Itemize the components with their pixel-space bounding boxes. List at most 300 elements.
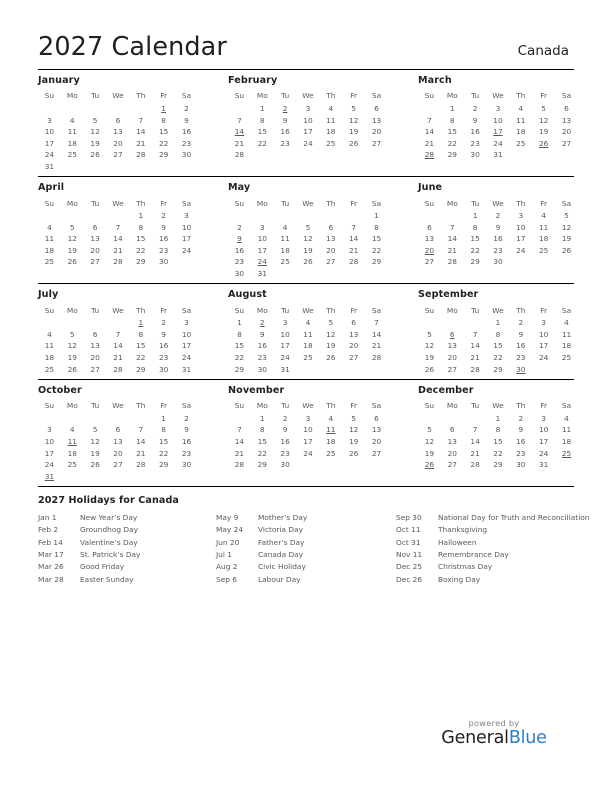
day-cell[interactable]: 24 — [280, 353, 290, 363]
day-cell[interactable]: 22 — [158, 138, 169, 148]
day-cell[interactable]: 8 — [138, 329, 144, 339]
day-cell[interactable]: 20 — [113, 448, 123, 458]
day-cell[interactable]: 27 — [371, 448, 382, 458]
day-cell[interactable]: 26 — [348, 448, 359, 458]
day-cell[interactable]: 7 — [237, 425, 242, 435]
day-cell[interactable]: 18 — [280, 245, 290, 255]
day-cell[interactable]: 8 — [472, 222, 478, 232]
day-cell[interactable]: 14 — [348, 234, 359, 244]
day-cell[interactable]: 20 — [561, 127, 572, 137]
day-cell[interactable]: 29 — [158, 150, 169, 160]
day-cell[interactable]: 17 — [303, 437, 313, 446]
day-cell[interactable]: 29 — [493, 460, 503, 470]
day-cell[interactable]: 3 — [259, 222, 265, 232]
day-cell[interactable]: 16 — [234, 245, 245, 255]
day-cell[interactable]: 11 — [280, 234, 290, 244]
day-cell[interactable]: 18 — [67, 138, 77, 148]
day-cell[interactable]: 28 — [470, 460, 480, 470]
day-cell[interactable]: 20 — [447, 448, 457, 458]
day-cell[interactable]: 18 — [303, 341, 313, 351]
day-cell[interactable]: 25 — [561, 353, 572, 363]
day-cell[interactable]: 23 — [257, 353, 267, 363]
day-cell[interactable]: 7 — [427, 115, 432, 125]
day-cell[interactable]: 23 — [181, 138, 192, 148]
day-cell[interactable]: 24 — [44, 150, 55, 160]
day-cell[interactable]: 23 — [493, 245, 503, 255]
day-cell[interactable]: 4 — [564, 318, 569, 328]
day-cell[interactable]: 22 — [371, 245, 382, 255]
day-cell[interactable]: 14 — [447, 234, 457, 244]
day-cell[interactable]: 13 — [113, 127, 123, 137]
day-cell[interactable]: 17 — [181, 234, 192, 244]
day-cell[interactable]: 9 — [184, 425, 189, 435]
day-cell[interactable]: 22 — [136, 245, 146, 255]
day-cell[interactable]: 18 — [516, 127, 526, 137]
day-cell[interactable]: 5 — [328, 318, 334, 328]
day-cell[interactable]: 25 — [280, 257, 290, 267]
day-cell[interactable]: 23 — [516, 353, 526, 363]
day-cell[interactable]: 18 — [561, 437, 572, 446]
day-cell[interactable]: 8 — [259, 425, 265, 435]
day-cell[interactable]: 30 — [181, 460, 192, 470]
day-cell[interactable]: 2 — [184, 103, 189, 113]
day-cell[interactable]: 4 — [282, 222, 288, 232]
day-cell[interactable]: 26 — [90, 460, 100, 470]
day-cell[interactable]: 3 — [184, 211, 189, 221]
day-cell[interactable]: 12 — [424, 437, 435, 446]
day-cell[interactable]: 10 — [44, 127, 55, 137]
day-cell[interactable]: 1 — [374, 211, 379, 221]
day-cell[interactable]: 27 — [348, 353, 359, 363]
day-cell[interactable]: 14 — [113, 234, 123, 244]
holiday-day-cell[interactable]: 24 — [257, 257, 267, 267]
day-cell[interactable]: 16 — [280, 437, 290, 446]
day-cell[interactable]: 4 — [564, 413, 569, 423]
day-cell[interactable]: 24 — [303, 448, 313, 458]
day-cell[interactable]: 16 — [280, 127, 290, 137]
holiday-day-cell[interactable]: 30 — [516, 364, 526, 374]
day-cell[interactable]: 30 — [257, 364, 267, 374]
day-cell[interactable]: 21 — [447, 245, 457, 255]
day-cell[interactable]: 21 — [234, 448, 245, 458]
day-cell[interactable]: 2 — [495, 211, 501, 221]
day-cell[interactable]: 19 — [90, 138, 100, 148]
day-cell[interactable]: 22 — [470, 245, 480, 255]
day-cell[interactable]: 6 — [351, 318, 356, 328]
day-cell[interactable]: 9 — [184, 115, 189, 125]
day-cell[interactable]: 11 — [303, 329, 313, 339]
day-cell[interactable]: 28 — [348, 257, 359, 267]
day-cell[interactable]: 18 — [538, 234, 549, 244]
day-cell[interactable]: 20 — [371, 127, 382, 137]
day-cell[interactable]: 12 — [90, 127, 100, 137]
day-cell[interactable]: 17 — [303, 127, 313, 137]
day-cell[interactable]: 28 — [371, 353, 382, 363]
day-cell[interactable]: 5 — [564, 211, 569, 221]
day-cell[interactable]: 12 — [67, 234, 77, 244]
day-cell[interactable]: 10 — [257, 234, 267, 244]
day-cell[interactable]: 10 — [181, 222, 192, 232]
day-cell[interactable]: 28 — [234, 150, 245, 160]
day-cell[interactable]: 22 — [136, 353, 146, 363]
day-cell[interactable]: 25 — [67, 460, 77, 470]
day-cell[interactable]: 13 — [90, 341, 100, 351]
day-cell[interactable]: 26 — [326, 353, 336, 363]
day-cell[interactable]: 26 — [303, 257, 313, 267]
day-cell[interactable]: 4 — [328, 103, 334, 113]
day-cell[interactable]: 2 — [518, 413, 524, 423]
day-cell[interactable]: 6 — [92, 329, 98, 339]
day-cell[interactable]: 22 — [257, 448, 267, 458]
day-cell[interactable]: 28 — [136, 460, 146, 470]
day-cell[interactable]: 4 — [47, 222, 52, 232]
day-cell[interactable]: 24 — [44, 460, 55, 470]
day-cell[interactable]: 14 — [424, 127, 435, 137]
day-cell[interactable]: 21 — [424, 138, 435, 148]
day-cell[interactable]: 4 — [69, 115, 75, 125]
day-cell[interactable]: 24 — [493, 138, 503, 148]
day-cell[interactable]: 18 — [326, 127, 336, 137]
day-cell[interactable]: 15 — [158, 437, 169, 446]
day-cell[interactable]: 4 — [541, 211, 546, 221]
day-cell[interactable]: 16 — [470, 127, 480, 137]
day-cell[interactable]: 29 — [234, 364, 245, 374]
day-cell[interactable]: 9 — [495, 222, 501, 232]
day-cell[interactable]: 16 — [257, 341, 267, 351]
day-cell[interactable]: 14 — [470, 437, 480, 446]
holiday-day-cell[interactable]: 1 — [138, 318, 144, 328]
day-cell[interactable]: 25 — [303, 353, 313, 363]
day-cell[interactable]: 30 — [158, 364, 169, 374]
day-cell[interactable]: 5 — [541, 103, 546, 113]
day-cell[interactable]: 13 — [371, 115, 382, 125]
day-cell[interactable]: 17 — [538, 437, 549, 446]
day-cell[interactable]: 20 — [326, 245, 336, 255]
holiday-day-cell[interactable]: 11 — [67, 437, 77, 446]
day-cell[interactable]: 13 — [90, 234, 100, 244]
day-cell[interactable]: 27 — [561, 138, 572, 148]
day-cell[interactable]: 5 — [305, 222, 311, 232]
day-cell[interactable]: 12 — [90, 437, 100, 446]
day-cell[interactable]: 15 — [136, 234, 146, 244]
day-cell[interactable]: 1 — [259, 103, 265, 113]
day-cell[interactable]: 24 — [538, 353, 549, 363]
day-cell[interactable]: 17 — [181, 341, 192, 351]
day-cell[interactable]: 25 — [44, 257, 55, 267]
holiday-day-cell[interactable]: 2 — [259, 318, 265, 328]
day-cell[interactable]: 28 — [447, 257, 457, 267]
day-cell[interactable]: 4 — [69, 425, 75, 435]
day-cell[interactable]: 29 — [158, 460, 169, 470]
day-cell[interactable]: 3 — [282, 318, 288, 328]
day-cell[interactable]: 3 — [305, 413, 311, 423]
holiday-day-cell[interactable]: 31 — [44, 471, 55, 481]
day-cell[interactable]: 25 — [326, 448, 336, 458]
day-cell[interactable]: 16 — [158, 341, 169, 351]
day-cell[interactable]: 8 — [495, 425, 501, 435]
day-cell[interactable]: 19 — [303, 245, 313, 255]
day-cell[interactable]: 27 — [371, 138, 382, 148]
day-cell[interactable]: 12 — [67, 341, 77, 351]
day-cell[interactable]: 3 — [518, 211, 524, 221]
day-cell[interactable]: 8 — [161, 115, 166, 125]
day-cell[interactable]: 8 — [237, 329, 242, 339]
day-cell[interactable]: 19 — [67, 353, 77, 363]
day-cell[interactable]: 13 — [424, 234, 435, 244]
day-cell[interactable]: 19 — [348, 437, 359, 446]
day-cell[interactable]: 15 — [493, 437, 503, 446]
day-cell[interactable]: 21 — [113, 353, 123, 363]
day-cell[interactable]: 6 — [115, 115, 121, 125]
day-cell[interactable]: 22 — [447, 138, 457, 148]
day-cell[interactable]: 5 — [351, 103, 356, 113]
day-cell[interactable]: 13 — [113, 437, 123, 446]
day-cell[interactable]: 14 — [470, 341, 480, 351]
day-cell[interactable]: 10 — [181, 329, 192, 339]
holiday-day-cell[interactable]: 1 — [161, 103, 166, 113]
day-cell[interactable]: 1 — [138, 211, 144, 221]
holiday-day-cell[interactable]: 11 — [326, 425, 336, 435]
day-cell[interactable]: 19 — [561, 234, 572, 244]
day-cell[interactable]: 21 — [113, 245, 123, 255]
day-cell[interactable]: 3 — [47, 425, 52, 435]
day-cell[interactable]: 8 — [259, 115, 265, 125]
day-cell[interactable]: 6 — [92, 222, 98, 232]
day-cell[interactable]: 7 — [138, 425, 144, 435]
day-cell[interactable]: 7 — [115, 329, 121, 339]
day-cell[interactable]: 8 — [495, 329, 501, 339]
day-cell[interactable]: 5 — [69, 222, 75, 232]
day-cell[interactable]: 8 — [449, 115, 455, 125]
day-cell[interactable]: 23 — [158, 245, 169, 255]
day-cell[interactable]: 27 — [424, 257, 435, 267]
day-cell[interactable]: 31 — [44, 161, 55, 171]
day-cell[interactable]: 29 — [136, 364, 146, 374]
day-cell[interactable]: 7 — [351, 222, 356, 232]
day-cell[interactable]: 26 — [90, 150, 100, 160]
day-cell[interactable]: 13 — [447, 437, 457, 446]
day-cell[interactable]: 13 — [348, 329, 359, 339]
day-cell[interactable]: 30 — [181, 150, 192, 160]
day-cell[interactable]: 10 — [516, 222, 526, 232]
day-cell[interactable]: 30 — [493, 257, 503, 267]
day-cell[interactable]: 6 — [374, 413, 379, 423]
day-cell[interactable]: 31 — [257, 269, 267, 279]
day-cell[interactable]: 9 — [161, 329, 166, 339]
holiday-day-cell[interactable]: 17 — [493, 127, 503, 137]
day-cell[interactable]: 26 — [67, 364, 77, 374]
day-cell[interactable]: 14 — [136, 437, 146, 446]
day-cell[interactable]: 17 — [516, 234, 526, 244]
day-cell[interactable]: 18 — [67, 448, 77, 458]
day-cell[interactable]: 20 — [113, 138, 123, 148]
holiday-day-cell[interactable]: 28 — [424, 150, 435, 160]
day-cell[interactable]: 14 — [371, 329, 382, 339]
day-cell[interactable]: 15 — [257, 127, 267, 137]
day-cell[interactable]: 2 — [472, 103, 478, 113]
day-cell[interactable]: 23 — [158, 353, 169, 363]
day-cell[interactable]: 5 — [351, 413, 356, 423]
day-cell[interactable]: 3 — [541, 413, 546, 423]
holiday-day-cell[interactable]: 6 — [449, 329, 455, 339]
day-cell[interactable]: 1 — [161, 413, 166, 423]
day-cell[interactable]: 4 — [47, 329, 52, 339]
day-cell[interactable]: 15 — [234, 341, 245, 351]
day-cell[interactable]: 17 — [257, 245, 267, 255]
day-cell[interactable]: 9 — [282, 425, 288, 435]
day-cell[interactable]: 19 — [424, 353, 435, 363]
day-cell[interactable]: 10 — [44, 437, 55, 446]
day-cell[interactable]: 21 — [136, 448, 146, 458]
day-cell[interactable]: 13 — [371, 425, 382, 435]
day-cell[interactable]: 20 — [90, 353, 100, 363]
day-cell[interactable]: 23 — [181, 448, 192, 458]
day-cell[interactable]: 20 — [90, 245, 100, 255]
day-cell[interactable]: 29 — [470, 257, 480, 267]
day-cell[interactable]: 28 — [113, 364, 123, 374]
day-cell[interactable]: 24 — [181, 245, 192, 255]
day-cell[interactable]: 21 — [470, 448, 480, 458]
day-cell[interactable]: 5 — [69, 329, 75, 339]
day-cell[interactable]: 15 — [158, 127, 169, 137]
holiday-day-cell[interactable]: 2 — [282, 103, 288, 113]
day-cell[interactable]: 7 — [374, 318, 379, 328]
day-cell[interactable]: 10 — [280, 329, 290, 339]
day-cell[interactable]: 13 — [561, 115, 572, 125]
day-cell[interactable]: 15 — [371, 234, 382, 244]
holiday-day-cell[interactable]: 26 — [424, 460, 435, 470]
day-cell[interactable]: 29 — [257, 460, 267, 470]
day-cell[interactable]: 5 — [427, 425, 432, 435]
day-cell[interactable]: 12 — [303, 234, 313, 244]
day-cell[interactable]: 8 — [138, 222, 144, 232]
day-cell[interactable]: 14 — [136, 127, 146, 137]
day-cell[interactable]: 22 — [493, 448, 503, 458]
day-cell[interactable]: 22 — [234, 353, 245, 363]
day-cell[interactable]: 15 — [257, 437, 267, 446]
day-cell[interactable]: 14 — [234, 437, 245, 446]
day-cell[interactable]: 10 — [538, 425, 549, 435]
day-cell[interactable]: 15 — [470, 234, 480, 244]
day-cell[interactable]: 9 — [259, 329, 265, 339]
day-cell[interactable]: 31 — [493, 150, 503, 160]
day-cell[interactable]: 12 — [326, 329, 336, 339]
day-cell[interactable]: 2 — [161, 211, 166, 221]
day-cell[interactable]: 7 — [472, 425, 478, 435]
holiday-day-cell[interactable]: 9 — [237, 234, 242, 244]
day-cell[interactable]: 27 — [447, 364, 457, 374]
day-cell[interactable]: 2 — [282, 413, 288, 423]
day-cell[interactable]: 9 — [518, 329, 524, 339]
day-cell[interactable]: 19 — [538, 127, 549, 137]
day-cell[interactable]: 16 — [181, 127, 192, 137]
day-cell[interactable]: 28 — [136, 150, 146, 160]
day-cell[interactable]: 24 — [538, 448, 549, 458]
day-cell[interactable]: 29 — [371, 257, 382, 267]
day-cell[interactable]: 26 — [561, 245, 572, 255]
day-cell[interactable]: 19 — [424, 448, 435, 458]
day-cell[interactable]: 21 — [136, 138, 146, 148]
day-cell[interactable]: 12 — [538, 115, 549, 125]
day-cell[interactable]: 11 — [561, 425, 572, 435]
day-cell[interactable]: 7 — [115, 222, 121, 232]
day-cell[interactable]: 20 — [447, 353, 457, 363]
day-cell[interactable]: 1 — [449, 103, 455, 113]
day-cell[interactable]: 16 — [181, 437, 192, 446]
day-cell[interactable]: 9 — [472, 115, 478, 125]
day-cell[interactable]: 20 — [371, 437, 382, 446]
day-cell[interactable]: 15 — [447, 127, 457, 137]
day-cell[interactable]: 23 — [280, 448, 290, 458]
day-cell[interactable]: 8 — [374, 222, 379, 232]
day-cell[interactable]: 25 — [67, 150, 77, 160]
day-cell[interactable]: 1 — [237, 318, 242, 328]
day-cell[interactable]: 20 — [348, 341, 359, 351]
day-cell[interactable]: 28 — [113, 257, 123, 267]
day-cell[interactable]: 30 — [234, 269, 245, 279]
day-cell[interactable]: 2 — [237, 222, 242, 232]
day-cell[interactable]: 9 — [161, 222, 166, 232]
day-cell[interactable]: 31 — [181, 364, 192, 374]
day-cell[interactable]: 17 — [44, 448, 55, 458]
holiday-day-cell[interactable]: 20 — [424, 245, 435, 255]
day-cell[interactable]: 26 — [424, 364, 435, 374]
day-cell[interactable]: 27 — [90, 257, 100, 267]
day-cell[interactable]: 6 — [115, 425, 121, 435]
day-cell[interactable]: 31 — [280, 364, 290, 374]
day-cell[interactable]: 16 — [516, 341, 526, 351]
day-cell[interactable]: 1 — [495, 318, 501, 328]
day-cell[interactable]: 8 — [161, 425, 166, 435]
day-cell[interactable]: 27 — [113, 150, 123, 160]
day-cell[interactable]: 21 — [234, 138, 245, 148]
day-cell[interactable]: 13 — [326, 234, 336, 244]
day-cell[interactable]: 22 — [257, 138, 267, 148]
day-cell[interactable]: 18 — [326, 437, 336, 446]
day-cell[interactable]: 12 — [348, 425, 359, 435]
day-cell[interactable]: 11 — [516, 115, 526, 125]
day-cell[interactable]: 17 — [44, 138, 55, 148]
day-cell[interactable]: 25 — [538, 245, 549, 255]
day-cell[interactable]: 11 — [326, 115, 336, 125]
day-cell[interactable]: 23 — [470, 138, 480, 148]
day-cell[interactable]: 10 — [303, 425, 313, 435]
day-cell[interactable]: 6 — [564, 103, 569, 113]
day-cell[interactable]: 2 — [161, 318, 166, 328]
day-cell[interactable]: 11 — [538, 222, 549, 232]
day-cell[interactable]: 19 — [348, 127, 359, 137]
day-cell[interactable]: 5 — [427, 329, 432, 339]
day-cell[interactable]: 19 — [90, 448, 100, 458]
day-cell[interactable]: 31 — [538, 460, 549, 470]
day-cell[interactable]: 6 — [427, 222, 432, 232]
day-cell[interactable]: 28 — [234, 460, 245, 470]
day-cell[interactable]: 27 — [447, 460, 457, 470]
day-cell[interactable]: 3 — [184, 318, 189, 328]
day-cell[interactable]: 9 — [282, 115, 288, 125]
day-cell[interactable]: 3 — [47, 115, 52, 125]
day-cell[interactable]: 25 — [516, 138, 526, 148]
day-cell[interactable]: 30 — [280, 460, 290, 470]
day-cell[interactable]: 21 — [470, 353, 480, 363]
day-cell[interactable]: 27 — [90, 364, 100, 374]
day-cell[interactable]: 18 — [561, 341, 572, 351]
day-cell[interactable]: 17 — [280, 341, 290, 351]
day-cell[interactable]: 13 — [447, 341, 457, 351]
day-cell[interactable]: 1 — [259, 413, 265, 423]
day-cell[interactable]: 3 — [495, 103, 501, 113]
day-cell[interactable]: 30 — [470, 150, 480, 160]
